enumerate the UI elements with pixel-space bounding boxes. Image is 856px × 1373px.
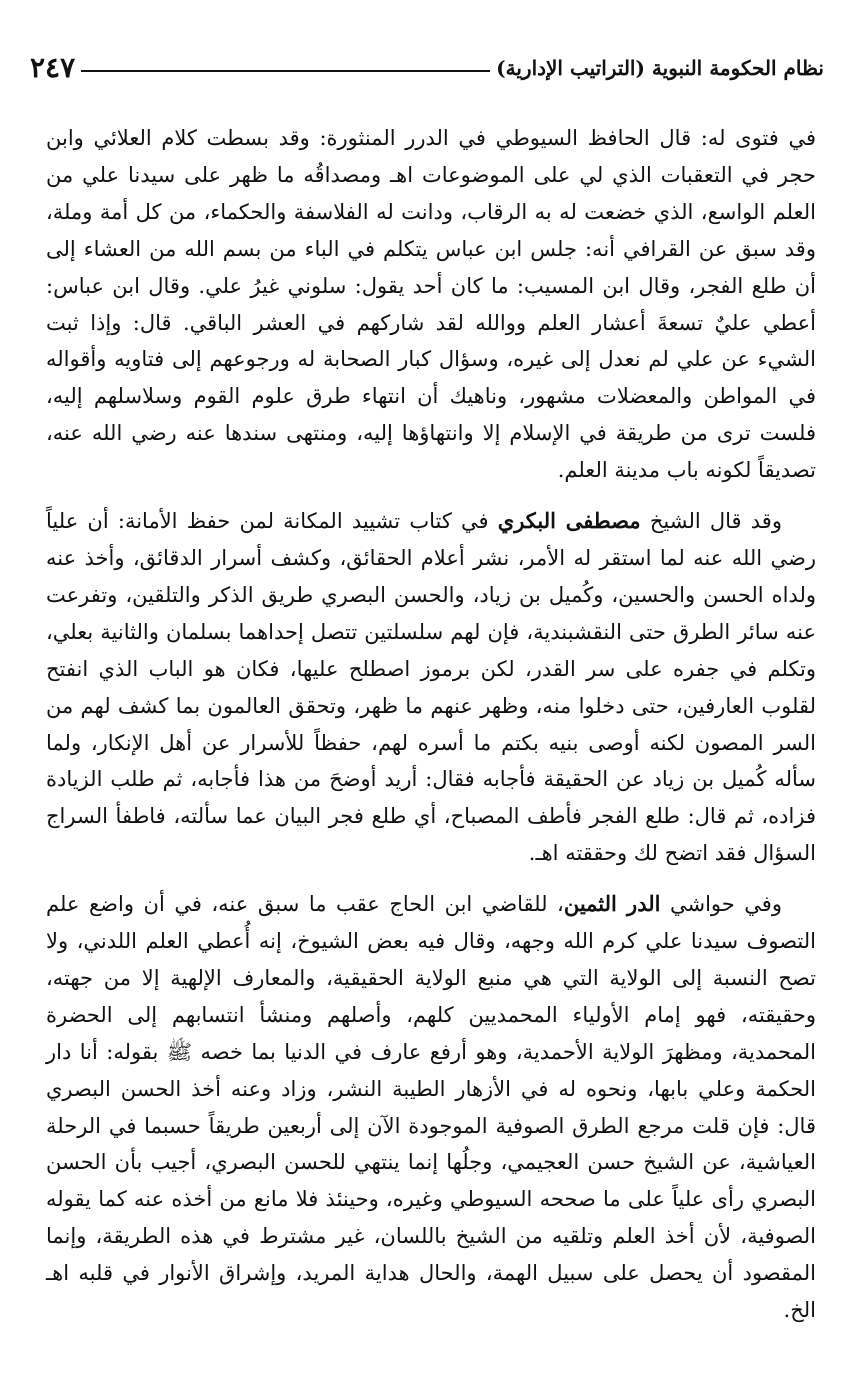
paragraph-2-before: وقد قال الشيخ — [640, 509, 782, 534]
page-header — [30, 44, 824, 84]
paragraph-3-bold-title: الدر الثمين — [563, 891, 661, 917]
header-rule — [81, 70, 490, 72]
paragraph-2 — [46, 503, 816, 872]
paragraph-3 — [46, 886, 816, 1329]
running-title: نظام الحكومة النبوية (التراتيب الإدارية) — [496, 56, 824, 80]
paragraph-2-bold-name: مصطفى البكري — [497, 508, 641, 534]
paragraph-3-after: ، للقاضي ابن الحاج عقب ما سبق عنه، في أن واضع علم التصوف سيدنا علي كرم الله وجهه، وقال فيه بعض الشيوخ، إنه أُعطي العلم اللدني، ولا تصح النسبة إلى الولاية التي هي منبع الولاية الحقيقية، والمعارف الإلهية إلا من جهته، وحقيقته، فهو إمام الأولياء المحمديين كلهم، وأصلهم ومنشأ انتسابهم إلى الحضرة المحمدية، ومظهرَ الولاية الأحمدية، وهو أرفع عارف في الدنيا بما خصه ﷺ بقوله: أنا دار الحكمة وعلي بابها، ونحوه له في الأزهار الطيبة النشر، وزاد وعنه أخذ الحسن البصري قال: فإن قلت مرجع الطرق الصوفية الموجودة الآن إلى أربعين طريقاً حسبما في الرحلة العياشية، عن الشيخ حسن العجيمي، وجلُها إنما ينتهي للحسن البصري، أجيب بأن الحسن البصري رأى علياً على ما صححه السيوطي وغيره، وحينئذ فلا مانع من أخذه عنه كما يقوله الصوفية، لأن أخذ العلم وتلقيه من الشيخ باللسان، غير مشترط في هذه الطريقة، وإنما المقصود أن يحصل على سبيل الهمة، والحال هداية المريد، وإشراق الأنوار في قلبه اهـ الخ. — [46, 892, 816, 1323]
paragraph-1-text: في فتوى له: قال الحافظ السيوطي في الدرر المنثورة: وقد بسطت كلام العلائي وابن حجر في التعقبات الذي لي على الموضوعات اهـ ومصداقُه ما ظهر على سيدنا علي من العلم الواسع، الذي خضعت له به الرقاب، ودانت له الفلاسفة والحكماء، من كل أمة وملة، وقد سبق عن القرافي أنه: جلس ابن عباس يتكلم في الباء من بسم الله من العشاء إلى أن طلع الفجر، وقال ابن المسيب: ما كان أحد يقول: سلوني غيرُ علي. وقال ابن عباس: أعطي عليٌ تسعةَ أعشار العلم ووالله لقد شاركهم في العشر الباقي. قال: وإذا ثبت الشيء عن علي لم نعدل إلى غيره، وسؤال كبار الصحابة له ورجوعهم إلى فتاويه وأقواله في المواطن والمعضلات مشهور، وناهيك أن انتهاء طرق علوم القوم وسلاسلهم إليه، فلست ترى من طريقة في الإسلام إلا وانتهاؤها إليه، ومنتهى سندها عنه رضي الله عنه، تصديقاً لكونه باب مدينة العلم. — [46, 126, 816, 483]
paragraph-3-before: وفي حواشي — [660, 892, 782, 917]
page-number: ٢٤٧ — [30, 51, 76, 84]
paragraph-2-after: في كتاب تشييد المكانة لمن حفظ الأمانة: أن علياً رضي الله عنه لما استقر له الأمر، نشر أعلام الحقائق، وكشف أسرار الدقائق، وأخذ عنه ولداه الحسن والحسين، وكُميل بن زياد، والحسن البصري طريق الذكر والتلقين، وتفرعت عنه سائر الطرق حتى النقشبندية، فإن لهم سلسلتين تتصل إحداهما بسلمان والثانية بعلي، وتكلم في جفره على سر القدر، لكن برموز اصطلح عليها، فكان هو الباب الذي انفتح لقلوب العارفين، حتى دخلوا منه، وظهر عنهم ما ظهر، وتحقق العالمون بما كشف لهم من السر المصون لكنه أوصى بنيه بكتم ما أسره لهم، حفظاً للأسرار عن أهل الإنكار، ولما سأله كُميل بن زياد عن الحقيقة فأجابه فقال: أريد أوضحَ من هذا فأجابه، ثم طلب الزيادة فزاده، ثم قال: طلع الفجر فأطف المصباح، أي طلع فجر البيان عما سألته، فاطفأ السراج السؤال فقد اتضح لك وحققته اهـ. — [46, 509, 816, 866]
paragraph-1 — [46, 120, 816, 489]
body-text — [46, 120, 816, 1329]
